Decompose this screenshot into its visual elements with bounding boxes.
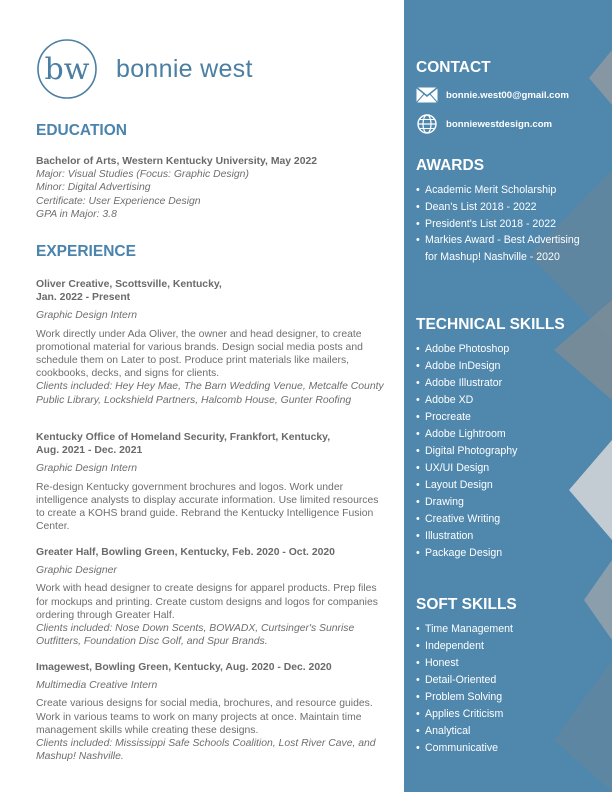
list-item: • Package Design <box>416 545 584 562</box>
list-item: • Applies Criticism <box>416 706 584 723</box>
list-item: • Adobe Illustrator <box>416 375 584 392</box>
job-description: Create various designs for social media, brochures, and resource guides. Work in various teams to work on many projects at once. Maintain time management skills while creating these designs. <box>36 698 373 736</box>
education-minor: Minor: Digital Advertising <box>36 182 151 194</box>
list-item: • Creative Writing <box>416 511 584 528</box>
job-clients: Clients included: Nose Down Scents, BOWADX, Curtsinger's Sunrise Outfitters, Foundation Disc Golf, and Spur Brands. <box>36 623 355 648</box>
job-clients: Clients included: Hey Hey Mae, The Barn Wedding Venue, Metcalfe County Public Library, Lockshield Partners, Halcomb House, Gunter Roofing <box>36 381 384 406</box>
technical-skills-heading: TECHNICAL SKILLS <box>416 316 565 333</box>
soft-skills-list <box>416 621 584 757</box>
list-item: • President's List 2018 - 2022 <box>416 216 584 233</box>
contact-website[interactable] <box>416 114 552 134</box>
list-item: • Digital Photography <box>416 443 584 460</box>
experience-item <box>36 546 386 648</box>
list-item: • Academic Merit Scholarship <box>416 182 584 199</box>
list-item: • Independent <box>416 638 584 655</box>
awards-list <box>416 182 584 266</box>
list-item: • Analytical <box>416 723 584 740</box>
envelope-icon <box>416 85 438 105</box>
experience-item <box>36 661 386 763</box>
job-company: Greater Half, Bowling Green, Kentucky, Feb. 2020 - Oct. 2020 <box>36 547 335 558</box>
list-item: • Procreate <box>416 409 584 426</box>
awards-heading: AWARDS <box>416 157 485 174</box>
education-block <box>36 155 386 221</box>
education-gpa: GPA in Major: 3.8 <box>36 208 117 220</box>
list-item: • Layout Design <box>416 477 584 494</box>
list-item: • Dean's List 2018 - 2022 <box>416 199 584 216</box>
job-company: Kentucky Office of Homeland Security, Frankfort, Kentucky, <box>36 432 331 443</box>
soft-skills-heading: SOFT SKILLS <box>416 596 517 613</box>
experience-heading: EXPERIENCE <box>36 243 136 260</box>
job-role: Multimedia Creative Intern <box>36 680 158 692</box>
job-role: Graphic Design Intern <box>36 463 138 475</box>
list-item: • Honest <box>416 655 584 672</box>
list-item: • UX/UI Design <box>416 460 584 477</box>
list-item: • Adobe XD <box>416 392 584 409</box>
experience-item <box>36 431 386 533</box>
list-item: • Problem Solving <box>416 689 584 706</box>
job-company: Oliver Creative, Scottsville, Kentucky, <box>36 279 222 290</box>
contact-email[interactable] <box>416 85 569 105</box>
list-item: • Detail-Oriented <box>416 672 584 689</box>
list-item: • Adobe Lightroom <box>416 426 584 443</box>
job-role: Graphic Design Intern <box>36 310 138 322</box>
sidebar <box>404 0 612 792</box>
list-item: • Adobe Photoshop <box>416 341 584 358</box>
list-item: • Illustration <box>416 528 584 545</box>
job-dates: Jan. 2022 - Present <box>36 292 131 304</box>
contact-heading: CONTACT <box>416 59 491 76</box>
job-clients: Clients included: Mississippi Safe Schools Coalition, Lost River Cave, and Mashup! Nashville. <box>36 738 376 763</box>
job-description: Work directly under Ada Oliver, the owner and head designer, to create promotional material for various brands. Design social media posts and schedule them on Later to post. Produce print materials like mailers, cookbooks, decks, and signs for clients. <box>36 328 363 380</box>
list-item: • Adobe InDesign <box>416 358 584 375</box>
contact-email-text[interactable]: bonnie.west00@gmail.com <box>446 89 569 101</box>
education-certificate: Certificate: User Experience Design <box>36 195 201 207</box>
education-heading: EDUCATION <box>36 122 127 139</box>
globe-icon <box>416 114 438 134</box>
list-item: • Time Management <box>416 621 584 638</box>
job-description: Work with head designer to create designs for apparel products. Prep files for mockups and printing. Create custom designs and logos for companies ordering through Greater Half. <box>36 583 378 621</box>
list-item: • Markies Award - Best Advertising for Mashup! Nashville - 2020 <box>416 232 584 266</box>
job-role: Graphic Designer <box>36 565 117 577</box>
contact-website-text[interactable]: bonniewestdesign.com <box>446 118 553 130</box>
technical-skills-list <box>416 341 584 562</box>
experience-item <box>36 278 386 407</box>
job-dates: Aug. 2021 - Dec. 2021 <box>36 445 143 457</box>
education-major: Major: Visual Studies (Focus: Graphic Design) <box>36 169 249 181</box>
candidate-name: bonnie west <box>116 55 253 83</box>
education-degree: Bachelor of Arts, Western Kentucky University, May 2022 <box>36 156 318 167</box>
svg-text:bw: bw <box>44 52 90 87</box>
job-company: Imagewest, Bowling Green, Kentucky, Aug. 2020 - Dec. 2020 <box>36 662 332 673</box>
list-item: • Communicative <box>416 740 584 757</box>
list-item: • Drawing <box>416 494 584 511</box>
job-description: Re-design Kentucky government brochures and logos. Work under intelligence analysts to display accurate information. Use limited resources to create a KOHS brand guide. Rebrand the Kentucky Intelligence Fusion Center. <box>36 481 379 533</box>
logo-mark <box>36 38 98 100</box>
